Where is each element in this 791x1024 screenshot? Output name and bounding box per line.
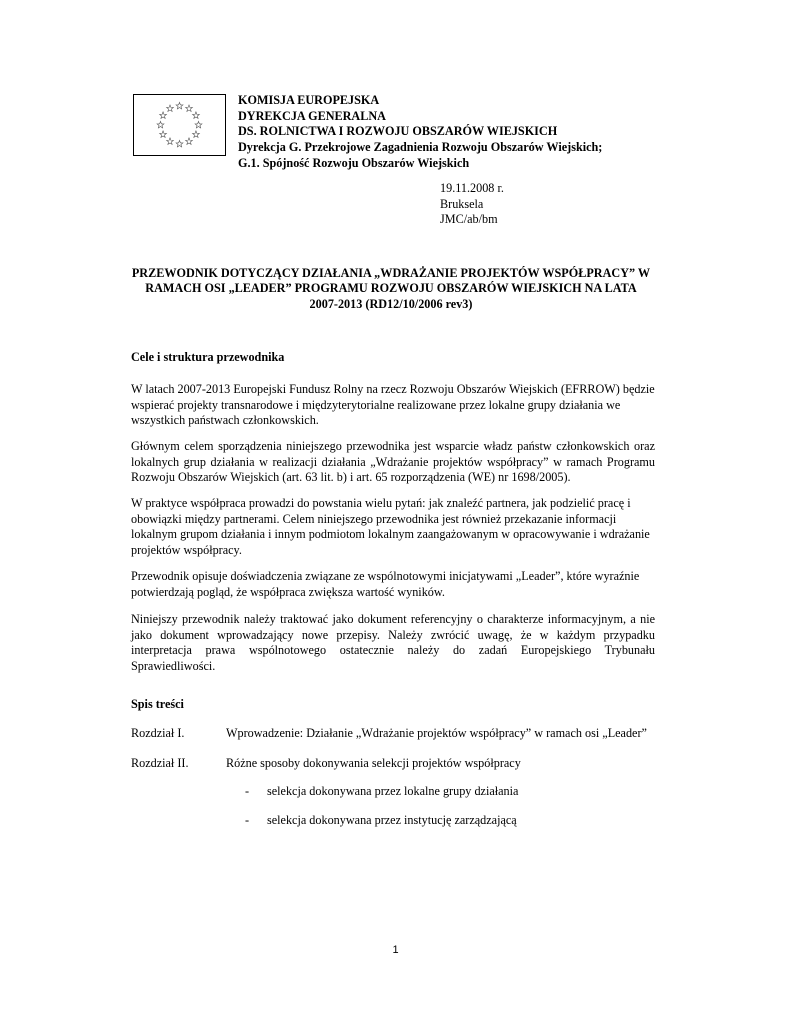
header-line-4: Dyrekcja G. Przekrojowe Zagadnienia Rozwoju Obszarów Wiejskich; xyxy=(238,140,603,155)
star-icon xyxy=(157,121,164,128)
toc-bullet-2-dash: - xyxy=(245,813,250,827)
toc-heading: Spis treści xyxy=(131,697,184,711)
header-line-3: DS. ROLNICTWA I ROZWOJU OBSZARÓW WIEJSKICH xyxy=(238,124,558,139)
header-line-5: G.1. Spójność Rozwoju Obszarów Wiejskich xyxy=(238,155,470,170)
star-icon xyxy=(193,112,200,119)
title-line-1: PRZEWODNIK DOTYCZĄCY DZIAŁANIA „WDRAŻANIE PROJEKTÓW WSPÓŁPRACY” W xyxy=(131,266,651,280)
toc-bullet-1-text: selekcja dokonywana przez lokalne grupy działania xyxy=(267,784,519,798)
toc-bullet-2-text: selekcja dokonywana przez instytucję zarządzającą xyxy=(267,813,517,827)
star-icon xyxy=(167,105,174,112)
paragraph-2: Głównym celem sporządzenia niniejszego przewodnika jest wsparcie władz państw członkowskich oraz lokalnych grup działania w realizacji działania „Wdrażanie projektów współpracy” w ramach Programu Rozwoju Obszarów Wiejskich (art. 63 lit. b) i art. 65 rozporządzenia (WE) nr 1698/2005). xyxy=(131,439,655,485)
title-line-2: RAMACH OSI „LEADER” PROGRAMU ROZWOJU OBSZARÓW WIEJSKICH NA LATA xyxy=(145,281,637,296)
paragraph-5: Niniejszy przewodnik należy traktować jako dokument referencyjny o charakterze informacyjnym, a nie jako dokument wprowadzający nowe przepisy. Należy zwrócić uwagę, że w każdym przypadku interpretacja prawa wspólnotowego ostatecznie należy do zadań Europejskiego Trybunału Sprawiedliwości. xyxy=(131,612,655,674)
document-reference: JMC/ab/bm xyxy=(440,212,498,227)
star-icon xyxy=(186,105,193,112)
toc-bullet-1-dash: - xyxy=(245,784,250,798)
section-heading-goals: Cele i struktura przewodnika xyxy=(131,350,285,364)
star-icon xyxy=(176,102,183,109)
star-icon xyxy=(167,138,174,145)
star-icon xyxy=(186,138,193,145)
header-line-1: KOMISJA EUROPEJSKA xyxy=(238,93,380,107)
star-icon xyxy=(160,112,167,119)
eu-flag-logo xyxy=(133,94,226,156)
document-meta xyxy=(440,181,504,228)
institution-header xyxy=(238,93,602,172)
star-icon xyxy=(193,131,200,138)
paragraph-1: W latach 2007-2013 Europejski Fundusz Rolny na rzecz Rozwoju Obszarów Wiejskich (EFRROW) będzie wspierać projekty transnarodowe i międzyterytorialne realizowane przez lokalne grupy działania we wszystkich państwach członkowskich. xyxy=(131,382,655,428)
toc-chapter-2-label: Rozdział II. xyxy=(131,756,189,770)
document-date: 19.11.2008 r. xyxy=(440,181,504,195)
document-place: Bruksela xyxy=(440,196,484,211)
eu-flag-icon xyxy=(134,95,225,155)
toc-chapter-1-text: Wprowadzenie: Działanie „Wdrażanie projektów współpracy” w ramach osi „Leader” xyxy=(226,726,647,740)
toc-chapter-2-text: Różne sposoby dokonywania selekcji projektów współpracy xyxy=(226,756,521,770)
header-line-2: DYREKCJA GENERALNA xyxy=(238,108,386,123)
star-icon xyxy=(160,131,167,138)
title-line-3: 2007-2013 (RD12/10/2006 rev3) xyxy=(309,296,473,311)
paragraph-3: W praktyce współpraca prowadzi do powstania wielu pytań: jak znaleźć partnera, jak podzielić pracę i obowiązki między partnerami. Celem niniejszego przewodnika jest również przekazanie informacji lokalnym grupom działania i innym podmiotom lokalnym zaangażowanym w opracowywanie i wdrażanie projektów współpracy. xyxy=(131,496,650,558)
star-icon xyxy=(176,140,183,147)
document-title xyxy=(120,266,662,312)
star-icon xyxy=(195,121,202,128)
page-number: 1 xyxy=(392,944,399,956)
paragraph-4: Przewodnik opisuje doświadczenia związane ze wspólnotowymi inicjatywami „Leader”, które wyraźnie potwierdzają pogląd, że współpraca zwiększa wartość wyników. xyxy=(131,569,640,599)
toc-chapter-1-label: Rozdział I. xyxy=(131,726,185,740)
